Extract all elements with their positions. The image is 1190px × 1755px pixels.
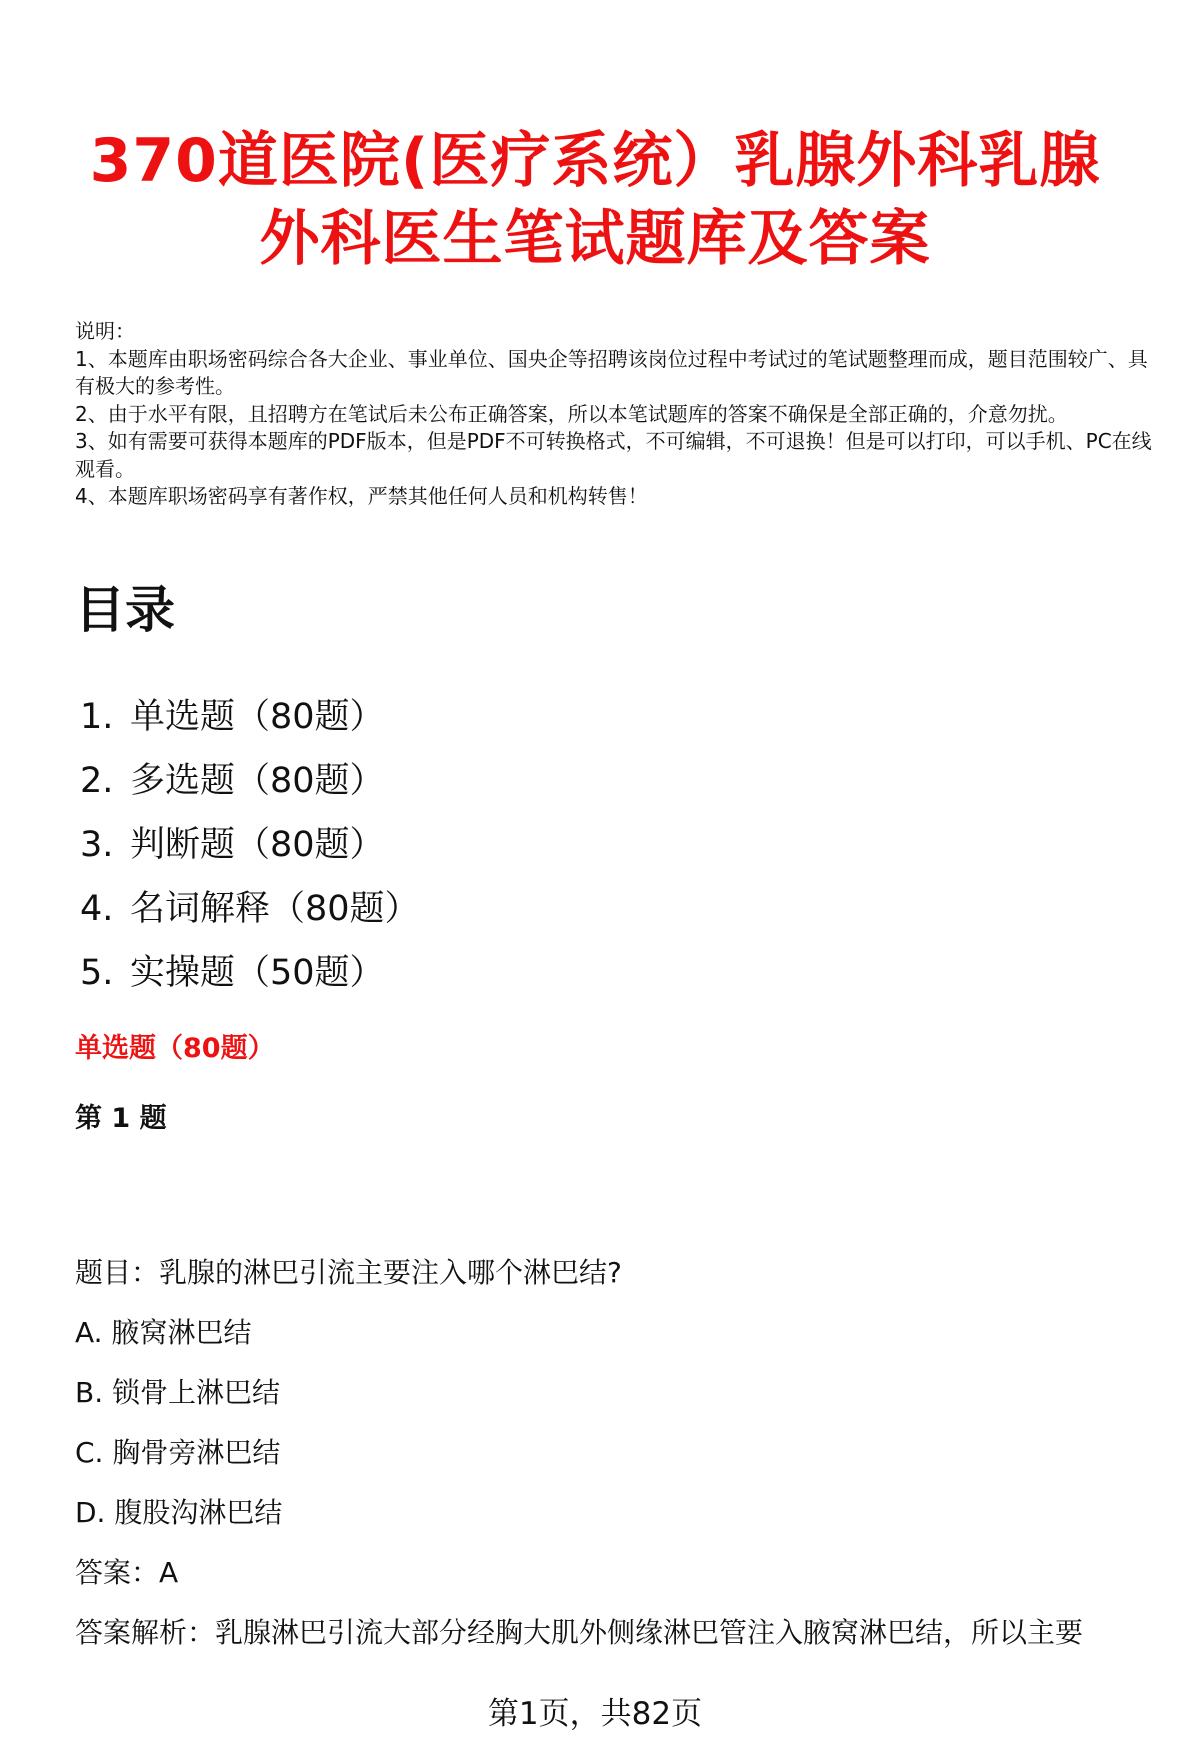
option-c: C. 胸骨旁淋巴结 xyxy=(75,1436,281,1469)
toc-item-label: 多选题（80题） xyxy=(130,761,385,801)
toc-item-label: 名词解释（80题） xyxy=(130,889,420,929)
notes-heading: 说明： xyxy=(75,319,135,343)
toc-heading: 目录 xyxy=(75,581,175,639)
question-block xyxy=(75,1243,1155,1663)
notes-block xyxy=(75,318,1155,511)
toc-item-number: 3. xyxy=(80,825,114,865)
question-number: 第 1 题 xyxy=(75,1103,167,1134)
toc-item-single-choice[interactable] xyxy=(80,685,420,749)
toc-item-multiple-choice[interactable] xyxy=(80,749,420,813)
answer-explanation: 答案解析：乳腺淋巴引流大部分经胸大肌外侧缘淋巴管注入腋窝淋巴结，所以主要 xyxy=(75,1616,1084,1649)
toc-item-number: 5. xyxy=(80,953,114,993)
note-item: 1、本题库由职场密码综合各大企业、事业单位、国央企等招聘该岗位过程中考试过的笔试题整理而成，题目范围较广、具有极大的参考性。 xyxy=(75,346,1148,398)
toc-item-label: 实操题（50题） xyxy=(130,953,385,993)
toc-item-number: 2. xyxy=(80,761,114,801)
note-item: 3、如有需要可获得本题库的PDF版本，但是PDF不可转换格式，不可编辑，不可退换！但是可以打印，可以手机、PC在线观看。 xyxy=(75,429,1152,481)
toc-item-true-false[interactable] xyxy=(80,813,420,877)
page-title: 370道医院(医疗系统）乳腺外科乳腺外科医生笔试题库及答案 xyxy=(89,126,1101,274)
page-footer: 第1页，共82页 xyxy=(487,1696,703,1732)
answer: 答案：A xyxy=(75,1556,179,1589)
option-a: A. 腋窝淋巴结 xyxy=(75,1316,252,1349)
note-item: 2、由于水平有限，且招聘方在笔试后未公布正确答案，所以本笔试题库的答案不确保是全部正确的，介意勿扰。 xyxy=(75,401,1068,426)
note-item: 4、本题库职场密码享有著作权，严禁其他任何人员和机构转售！ xyxy=(75,484,648,508)
table-of-contents xyxy=(80,685,420,1005)
option-b: B. 锁骨上淋巴结 xyxy=(75,1376,281,1409)
section-title: 单选题（80题） xyxy=(75,1033,275,1064)
toc-item-label: 单选题（80题） xyxy=(130,697,385,737)
toc-item-label: 判断题（80题） xyxy=(130,825,385,865)
toc-item-number: 1. xyxy=(80,697,114,737)
toc-item-terms[interactable] xyxy=(80,877,420,941)
option-d: D. 腹股沟淋巴结 xyxy=(75,1496,283,1529)
toc-item-number: 4. xyxy=(80,889,114,929)
toc-item-practical[interactable] xyxy=(80,941,420,1005)
question-prompt: 题目：乳腺的淋巴引流主要注入哪个淋巴结? xyxy=(75,1256,622,1289)
